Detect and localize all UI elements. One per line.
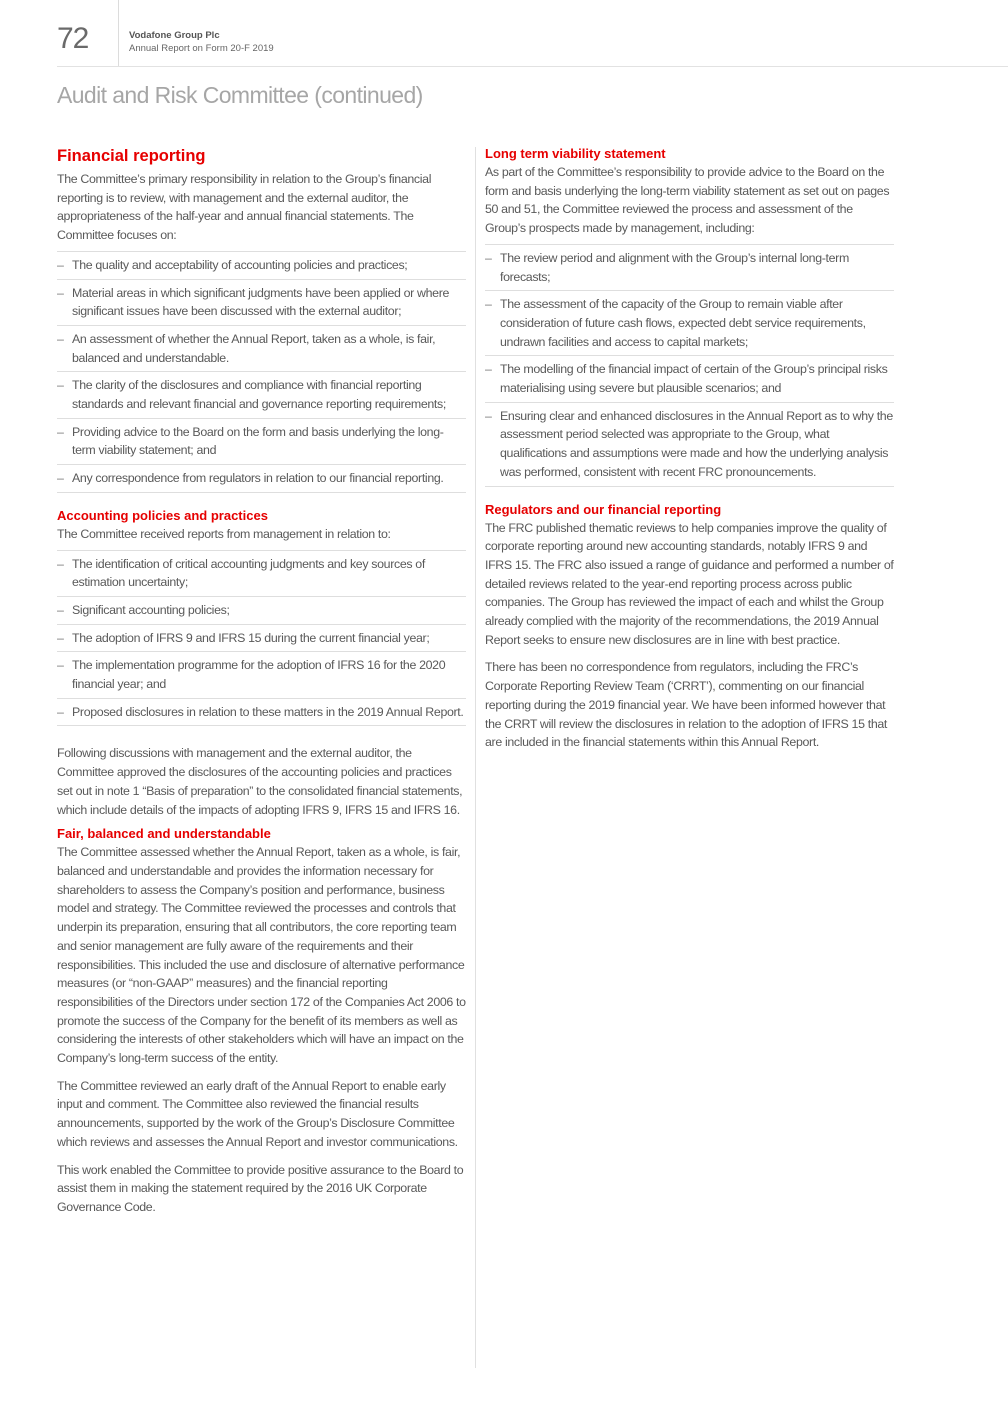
paragraph: This work enabled the Committee to provide positive assurance to the Board to assist them in making the statement required by the 2016 UK Corporate Governance Code. (57, 1162, 464, 1214)
dash-icon: – (485, 297, 492, 312)
section-heading: Fair, balanced and understandable (57, 826, 271, 842)
section-fair-balanced (57, 825, 466, 1216)
dash-icon: – (485, 362, 492, 377)
viability-list (485, 244, 894, 487)
reports-list (57, 550, 466, 727)
section-heading: Long term viability statement (485, 146, 666, 161)
list-item: – Any correspondence from regulators in relation to our financial reporting. (57, 465, 466, 493)
section-heading: Regulators and our financial reporting (485, 501, 722, 517)
paragraph: There has been no correspondence from regulators, including the FRC’s Corporate Reporting Review Team (‘CRRT’), commenting on our financial reporting during the 2019 financial year. We have been informed however that the CRRT will review the disclosures in relation to the adoption of IFRS 15 that are included in the financial statements within this Annual Report. (485, 660, 887, 750)
list-item: – The review period and alignment with the Group’s internal long-term forecasts; (485, 245, 894, 291)
section-heading: Accounting policies and practices (57, 507, 268, 523)
section-conclusion: Following discussions with management and the external auditor, the Committee approved the disclosures of the accounting policies and practices set out in note 1 “Basis of preparation” to the consolidated financial statements, which include details of the impacts of adopting IFRS 9, IFRS 15 and IFRS 16. (57, 746, 463, 817)
page-number: 72 (57, 22, 89, 55)
list-item: – Ensuring clear and enhanced disclosures in the Annual Report as to why the assessment period selected was appropriate to the Group, what qualifications and assumptions were made and how the underlying analysis was performed, consistent with recent FRC pronouncements. (485, 403, 894, 487)
column-divider (475, 147, 476, 1368)
dash-icon: – (57, 424, 64, 439)
paragraph: The Committee assessed whether the Annual Report, taken as a whole, is fair, balanced and understandable and provides the information necessary for shareholders to assess the Company’s position and performance, business model and strategy. The Committee reviewed the processes and controls that underpin its preparation, ensuring that all contributors, the core reporting team and senior management are fully aware of the requirements and their responsibilities. This included the use and disclosure of alternative performance measures (or “non-GAAP” measures) and the financial reporting responsibilities of the Directors under section 172 of the Companies Act 2006 to promote the success of the Company for the benefit of its members as well as considering the interests of other stakeholders which will have an impact on the Company’s long-term success of the entity. (57, 845, 466, 1066)
list-item: – Significant accounting policies; (57, 597, 466, 625)
dash-icon: – (57, 704, 64, 719)
list-item: – The clarity of the disclosures and compliance with financial reporting standards and relevant financial and governance reporting requirements; (57, 372, 466, 418)
section-intro: The Committee received reports from management in relation to: (57, 526, 391, 541)
dash-icon: – (57, 257, 64, 272)
dash-icon: – (57, 556, 64, 571)
dash-icon: – (57, 285, 64, 300)
list-item: – The implementation programme for the adoption of IFRS 16 for the 2020 financial year; and (57, 652, 466, 698)
dash-icon: – (57, 630, 64, 645)
page-title: Audit and Risk Committee (continued) (57, 82, 423, 108)
dash-icon: – (57, 602, 64, 617)
list-item: – The identification of critical accounting judgments and key sources of estimation uncertainty; (57, 551, 466, 597)
right-column (485, 145, 894, 752)
header-divider (118, 0, 119, 66)
list-item: – The adoption of IFRS 9 and IFRS 15 during the current financial year; (57, 625, 466, 653)
dash-icon: – (485, 250, 492, 265)
dash-icon: – (57, 658, 64, 673)
list-item: – The modelling of the financial impact of certain of the Group’s principal risks materialising using severe but plausible scenarios; and (485, 356, 894, 402)
section-intro: The Committee’s primary responsibility in relation to the Group’s financial reporting is to review, with management and the external auditor, the appropriateness of the half-year and annual financial statements. The Committee focuses on: (57, 172, 432, 243)
section-regulators (485, 501, 894, 752)
left-column (57, 145, 466, 1217)
list-item: – The assessment of the capacity of the Group to remain viable after consideration of future cash flows, expected debt service requirements, undrawn facilities and access to capital markets; (485, 291, 894, 356)
section-heading: Financial reporting (57, 147, 206, 165)
section-intro: As part of the Committee’s responsibility to provide advice to the Board on the form and basis underlying the long-term viability statement as set out on pages 50 and 51, the Committee reviewed the process and assessment of the Group’s prospects made by management, including: (485, 165, 890, 236)
list-item: – The quality and acceptability of accounting policies and practices; (57, 252, 466, 280)
paragraph: The Committee reviewed an early draft of the Annual Report to enable early input and comment. The Committee also reviewed the financial results announcements, supported by the work of the Group’s Disclosure Committee which reviews and assesses the Annual Report and investor communications. (57, 1078, 458, 1149)
section-viability (485, 145, 894, 487)
report-name: Annual Report on Form 20-F 2019 (129, 43, 274, 54)
paragraph: The FRC published thematic reviews to help companies improve the quality of corporate reporting around new accounting standards, notably IFRS 9 and IFRS 15. The FRC also issued a range of guidance and performed a number of detailed reviews related to the year-end reporting process across public companies. The Group has reviewed the impact of each and whilst the Group already complied with the majority of the recommendations, the 2019 Annual Report seeks to ensure new disclosures are in line with best practice. (485, 520, 894, 647)
list-item: – An assessment of whether the Annual Report, taken as a whole, is fair, balanced and understandable. (57, 326, 466, 372)
header-rule (57, 66, 1008, 67)
dash-icon: – (57, 471, 64, 486)
list-item: – Providing advice to the Board on the form and basis underlying the long-term viability statement; and (57, 419, 466, 465)
dash-icon: – (485, 408, 492, 423)
company-name: Vodafone Group Plc (129, 30, 220, 41)
list-item: – Material areas in which significant judgments have been applied or where significant issues have been discussed with the external auditor; (57, 280, 466, 326)
list-item: – Proposed disclosures in relation to these matters in the 2019 Annual Report. (57, 699, 466, 727)
dash-icon: – (57, 378, 64, 393)
dash-icon: – (57, 331, 64, 346)
section-financial-reporting (57, 145, 466, 493)
focus-list (57, 251, 466, 493)
section-accounting-policies (57, 507, 466, 819)
